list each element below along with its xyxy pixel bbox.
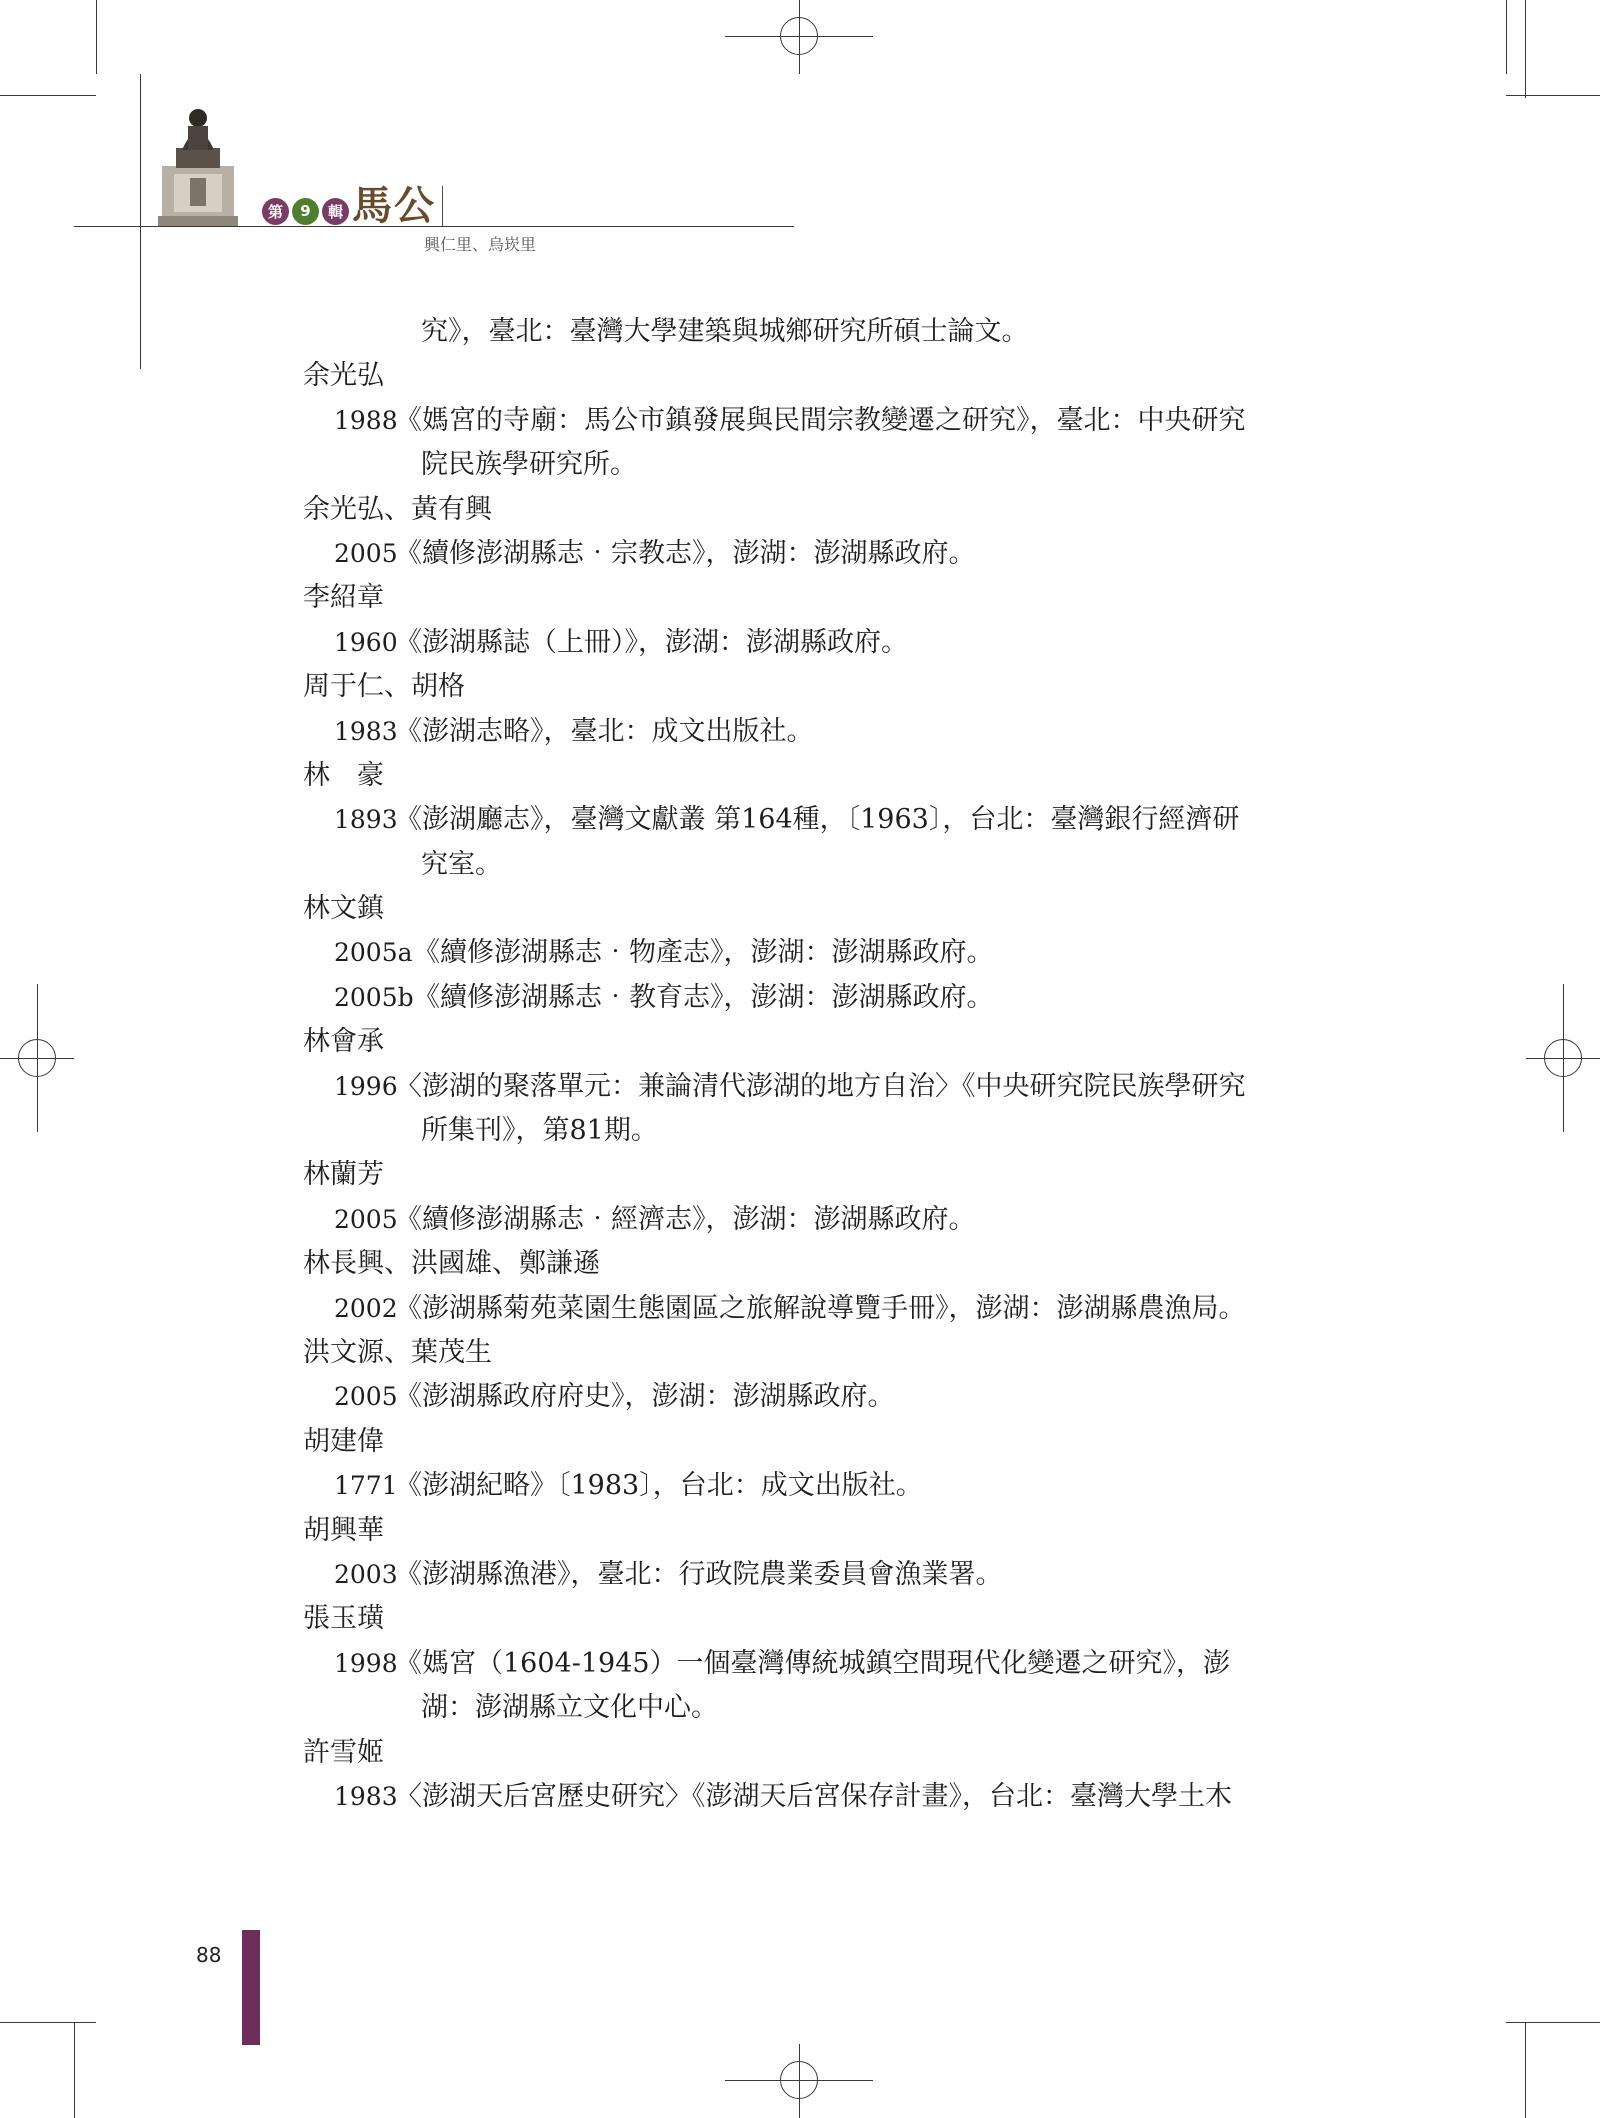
entry-text: 〈澎湖天后宮歷史研究〉《澎湖天后宮保存計畫》，台北：臺灣大學土木 bbox=[395, 1780, 1232, 1812]
bibliography-entry bbox=[303, 931, 1363, 975]
author-name: 張玉璜 bbox=[303, 1603, 384, 1635]
author-name: 周于仁、胡格 bbox=[303, 671, 465, 703]
author-name: 林 豪 bbox=[303, 759, 384, 791]
entry-text: 《澎湖縣政府府史》，澎湖：澎湖縣政府。 bbox=[395, 1381, 895, 1413]
entry-year: 2003 bbox=[334, 1559, 398, 1589]
author-name: 林會承 bbox=[303, 1026, 384, 1058]
entry-year: 2005 bbox=[334, 1204, 398, 1234]
entry-year: 2005b bbox=[334, 982, 414, 1012]
chapter-badge bbox=[262, 196, 352, 226]
bibliography-entry bbox=[303, 710, 1363, 754]
page-bar-top bbox=[244, 1930, 260, 1931]
author-name: 林長興、洪國雄、鄭謙遜 bbox=[303, 1248, 600, 1280]
crop-mark bbox=[1525, 0, 1526, 98]
entry-year: 1996 bbox=[334, 1071, 398, 1101]
entry-text: 《澎湖縣誌（上冊）》，澎湖：澎湖縣政府。 bbox=[395, 626, 908, 658]
author-name: 林文鎮 bbox=[303, 893, 384, 925]
header-rule-vertical bbox=[140, 74, 141, 369]
entry-text: 《澎湖紀略》〔1983〕，台北：成文出版社。 bbox=[395, 1470, 923, 1502]
registration-circle bbox=[1544, 1039, 1582, 1077]
entry-continuation: 究室。 bbox=[421, 848, 502, 880]
entry-text: 《澎湖縣漁港》，臺北：行政院農業委員會漁業署。 bbox=[395, 1558, 1003, 1590]
entry-year: 1893 bbox=[334, 805, 398, 835]
author-name: 許雪姬 bbox=[303, 1736, 384, 1768]
entry-text: 《續修澎湖縣志‧宗教志》，澎湖：澎湖縣政府。 bbox=[395, 537, 976, 569]
bibliography-entry bbox=[303, 621, 1363, 665]
author-name: 林蘭芳 bbox=[303, 1159, 384, 1191]
bibliography-entry bbox=[303, 532, 1363, 576]
bibliography-entry bbox=[303, 976, 1363, 1020]
entry-year: 1983 bbox=[334, 1781, 398, 1811]
entry-text: 《續修澎湖縣志‧物產志》，澎湖：澎湖縣政府。 bbox=[413, 937, 994, 969]
author-name: 李紹章 bbox=[303, 582, 384, 614]
bibliography-entry bbox=[303, 1287, 1363, 1331]
entry-year: 1960 bbox=[334, 627, 398, 657]
entry-year: 2005 bbox=[334, 1382, 398, 1412]
title-divider bbox=[442, 186, 443, 226]
bibliography-entry bbox=[303, 798, 1363, 842]
entry-text: 《澎湖縣菊苑菜園生態園區之旅解說導覽手冊》，澎湖：澎湖縣農漁局。 bbox=[395, 1292, 1246, 1324]
entry-text: 《續修澎湖縣志‧教育志》，澎湖：澎湖縣政府。 bbox=[413, 981, 994, 1013]
author-name: 余光弘、黃有興 bbox=[303, 493, 492, 525]
author-name: 洪文源、葉茂生 bbox=[303, 1336, 492, 1368]
header-subtitle: 興仁里、烏崁里 bbox=[424, 235, 537, 254]
author-name: 胡建偉 bbox=[303, 1425, 384, 1457]
registration-circle bbox=[780, 17, 818, 55]
chapter-suffix: 輯 bbox=[322, 198, 349, 225]
author-name: 胡興華 bbox=[303, 1514, 384, 1546]
chapter-number: 9 bbox=[292, 198, 319, 225]
crop-mark bbox=[74, 2022, 75, 2118]
entry-text: 《媽宮（1604-1945）一個臺灣傳統城鎮空間現代化變遷之研究》，澎 bbox=[395, 1647, 1231, 1679]
crop-mark bbox=[96, 0, 97, 74]
bibliography-entry bbox=[303, 399, 1363, 443]
crop-mark bbox=[1506, 95, 1600, 96]
entry-text: 《媽宮的寺廟：馬公市鎮發展與民間宗教變遷之研究》，臺北：中央研究 bbox=[395, 404, 1246, 436]
registration-circle bbox=[18, 1039, 56, 1077]
crop-mark bbox=[1525, 2022, 1526, 2118]
entry-year: 1983 bbox=[334, 716, 398, 746]
entry-text: 《澎湖廳志》，臺灣文獻叢 第164種，〔1963〕，台北：臺灣銀行經濟研 bbox=[395, 804, 1240, 836]
entry-continuation: 院民族學研究所。 bbox=[421, 449, 637, 481]
page-number-bar bbox=[242, 1930, 260, 2045]
chapter-prefix: 第 bbox=[262, 198, 289, 225]
bibliography-entry bbox=[303, 1198, 1363, 1242]
entry-continuation: 所集刊》，第81期。 bbox=[421, 1115, 658, 1147]
registration-circle bbox=[780, 2061, 818, 2099]
entry-text: 〈澎湖的聚落單元：兼論清代澎湖的地方自治〉《中央研究院民族學研究 bbox=[395, 1070, 1246, 1102]
crop-mark bbox=[1506, 0, 1507, 74]
entry-year: 1998 bbox=[334, 1648, 398, 1678]
bibliography-entry bbox=[303, 1464, 1363, 1508]
entry-text: 《續修澎湖縣志‧經濟志》，澎湖：澎湖縣政府。 bbox=[395, 1203, 976, 1235]
author-name: 余光弘 bbox=[303, 360, 384, 392]
entry-text: 《澎湖志略》，臺北：成文出版社。 bbox=[395, 715, 814, 747]
crop-mark bbox=[0, 95, 96, 96]
entry-year: 2002 bbox=[334, 1293, 398, 1323]
entry-year: 2005a bbox=[334, 938, 413, 968]
bibliography-entry bbox=[303, 1775, 1363, 1819]
bibliography-entry bbox=[303, 1065, 1363, 1109]
crop-mark bbox=[0, 2022, 96, 2023]
bibliography-list bbox=[303, 310, 1363, 1819]
entry-continuation: 究》，臺北：臺灣大學建築與城鄉研究所碩士論文。 bbox=[421, 316, 1029, 347]
statue-illustration bbox=[152, 104, 244, 226]
bibliography-entry bbox=[303, 1642, 1363, 1686]
entry-year: 1988 bbox=[334, 405, 398, 435]
entry-continuation: 湖：澎湖縣立文化中心。 bbox=[421, 1692, 718, 1724]
entry-year: 1771 bbox=[334, 1471, 398, 1501]
header-title: 馬公 bbox=[352, 182, 436, 229]
entry-year: 2005 bbox=[334, 538, 398, 568]
crop-mark bbox=[1506, 2022, 1600, 2023]
bibliography-entry bbox=[303, 1375, 1363, 1419]
page-number: 88 bbox=[196, 1943, 222, 1967]
bibliography-entry bbox=[303, 1553, 1363, 1597]
